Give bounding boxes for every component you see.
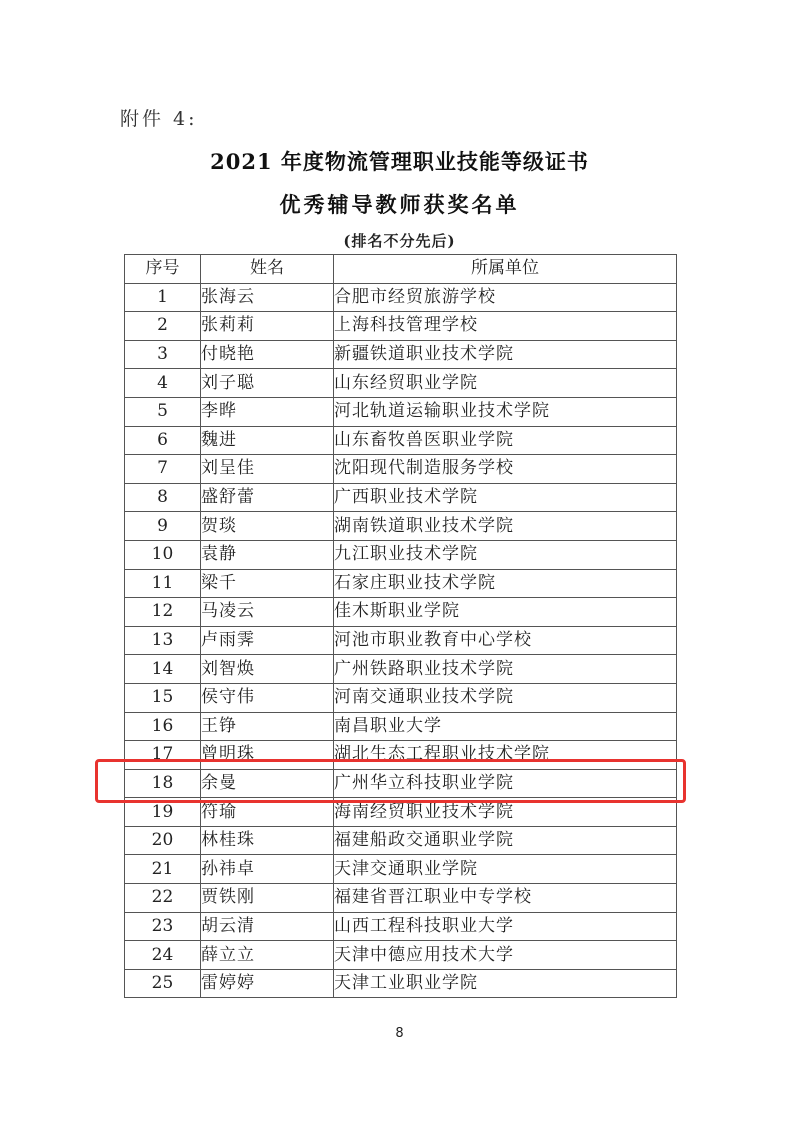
row-name: 卢雨霁 <box>201 626 334 655</box>
row-number: 10 <box>125 540 201 569</box>
row-name: 刘子聪 <box>201 369 334 398</box>
row-name: 侯守伟 <box>201 683 334 712</box>
row-organization: 天津中德应用技术大学 <box>334 941 677 970</box>
row-number: 17 <box>125 741 201 770</box>
table-row <box>125 369 677 398</box>
row-name: 梁千 <box>201 569 334 598</box>
row-number: 15 <box>125 683 201 712</box>
row-organization: 沈阳现代制造服务学校 <box>334 455 677 484</box>
table-row <box>125 826 677 855</box>
row-organization: 广州华立科技职业学院 <box>334 769 677 798</box>
row-organization: 广州铁路职业技术学院 <box>334 655 677 684</box>
row-organization: 海南经贸职业技术学院 <box>334 798 677 827</box>
row-number: 2 <box>125 312 201 341</box>
row-number: 21 <box>125 855 201 884</box>
row-organization: 天津交通职业学院 <box>334 855 677 884</box>
row-organization: 福建省晋江职业中专学校 <box>334 884 677 913</box>
row-number: 1 <box>125 283 201 312</box>
row-organization: 石家庄职业技术学院 <box>334 569 677 598</box>
row-number: 14 <box>125 655 201 684</box>
row-number: 20 <box>125 826 201 855</box>
table-row <box>125 712 677 741</box>
row-name: 雷婷婷 <box>201 969 334 998</box>
row-name: 林桂珠 <box>201 826 334 855</box>
table-row <box>125 884 677 913</box>
row-name: 刘智焕 <box>201 655 334 684</box>
table-row <box>125 283 677 312</box>
row-organization: 上海科技管理学校 <box>334 312 677 341</box>
document-subtitle: 优秀辅导教师获奖名单 <box>279 192 520 217</box>
row-number: 7 <box>125 455 201 484</box>
row-number: 11 <box>125 569 201 598</box>
table-row <box>125 340 677 369</box>
row-name: 余曼 <box>201 769 334 798</box>
row-organization: 福建船政交通职业学院 <box>334 826 677 855</box>
row-name: 魏进 <box>201 426 334 455</box>
table-row <box>125 655 677 684</box>
row-number: 12 <box>125 598 201 627</box>
row-organization: 湖南铁道职业技术学院 <box>334 512 677 541</box>
row-number: 4 <box>125 369 201 398</box>
row-name: 王铮 <box>201 712 334 741</box>
row-organization: 河北轨道运输职业技术学院 <box>334 397 677 426</box>
header-serial-number: 序号 <box>125 255 201 284</box>
row-number: 6 <box>125 426 201 455</box>
row-number: 24 <box>125 941 201 970</box>
row-name: 薛立立 <box>201 941 334 970</box>
row-name: 李晔 <box>201 397 334 426</box>
row-name: 孙祎卓 <box>201 855 334 884</box>
row-number: 23 <box>125 912 201 941</box>
row-organization: 山东畜牧兽医职业学院 <box>334 426 677 455</box>
table-row <box>125 540 677 569</box>
row-organization: 天津工业职业学院 <box>334 969 677 998</box>
row-number: 8 <box>125 483 201 512</box>
table-row <box>125 626 677 655</box>
table-row <box>125 455 677 484</box>
row-organization: 广西职业技术学院 <box>334 483 677 512</box>
header-organization: 所属单位 <box>334 255 677 284</box>
table-row <box>125 512 677 541</box>
row-name: 袁静 <box>201 540 334 569</box>
highlight-box <box>95 759 686 803</box>
row-name: 付晓艳 <box>201 340 334 369</box>
table-row <box>125 483 677 512</box>
row-organization: 山东经贸职业学院 <box>334 369 677 398</box>
row-organization: 山西工程科技职业大学 <box>334 912 677 941</box>
table-row <box>125 426 677 455</box>
row-number: 3 <box>125 340 201 369</box>
row-name: 张莉莉 <box>201 312 334 341</box>
ranking-note: (排名不分先后) <box>343 232 456 250</box>
table-header-row <box>125 255 677 284</box>
row-organization: 九江职业技术学院 <box>334 540 677 569</box>
row-name: 贾铁刚 <box>201 884 334 913</box>
row-number: 25 <box>125 969 201 998</box>
row-organization: 湖北生态工程职业技术学院 <box>334 741 677 770</box>
table-row <box>125 683 677 712</box>
table-row <box>125 969 677 998</box>
table-row <box>125 912 677 941</box>
row-name: 胡云清 <box>201 912 334 941</box>
table-row <box>125 855 677 884</box>
row-name: 盛舒蕾 <box>201 483 334 512</box>
row-organization: 新疆铁道职业技术学院 <box>334 340 677 369</box>
table-row <box>125 569 677 598</box>
row-number: 18 <box>125 769 201 798</box>
row-number: 19 <box>125 798 201 827</box>
header-name: 姓名 <box>201 255 334 284</box>
row-organization: 南昌职业大学 <box>334 712 677 741</box>
row-name: 贺琰 <box>201 512 334 541</box>
award-table <box>124 254 677 998</box>
row-organization: 河池市职业教育中心学校 <box>334 626 677 655</box>
table-row <box>125 941 677 970</box>
table-row <box>125 598 677 627</box>
row-number: 22 <box>125 884 201 913</box>
row-name: 马凌云 <box>201 598 334 627</box>
row-organization: 合肥市经贸旅游学校 <box>334 283 677 312</box>
row-number: 9 <box>125 512 201 541</box>
row-number: 13 <box>125 626 201 655</box>
row-name: 曾明珠 <box>201 741 334 770</box>
row-number: 5 <box>125 397 201 426</box>
row-name: 张海云 <box>201 283 334 312</box>
table-row <box>125 397 677 426</box>
attachment-label: 附件 4: <box>120 108 198 130</box>
row-number: 16 <box>125 712 201 741</box>
row-name: 符瑜 <box>201 798 334 827</box>
row-organization: 河南交通职业技术学院 <box>334 683 677 712</box>
table-row <box>125 312 677 341</box>
row-name: 刘呈佳 <box>201 455 334 484</box>
table-body <box>125 283 677 998</box>
row-organization: 佳木斯职业学院 <box>334 598 677 627</box>
page-number: 8 <box>395 1026 404 1041</box>
document-title: 2021 年度物流管理职业技能等级证书 <box>210 149 589 174</box>
